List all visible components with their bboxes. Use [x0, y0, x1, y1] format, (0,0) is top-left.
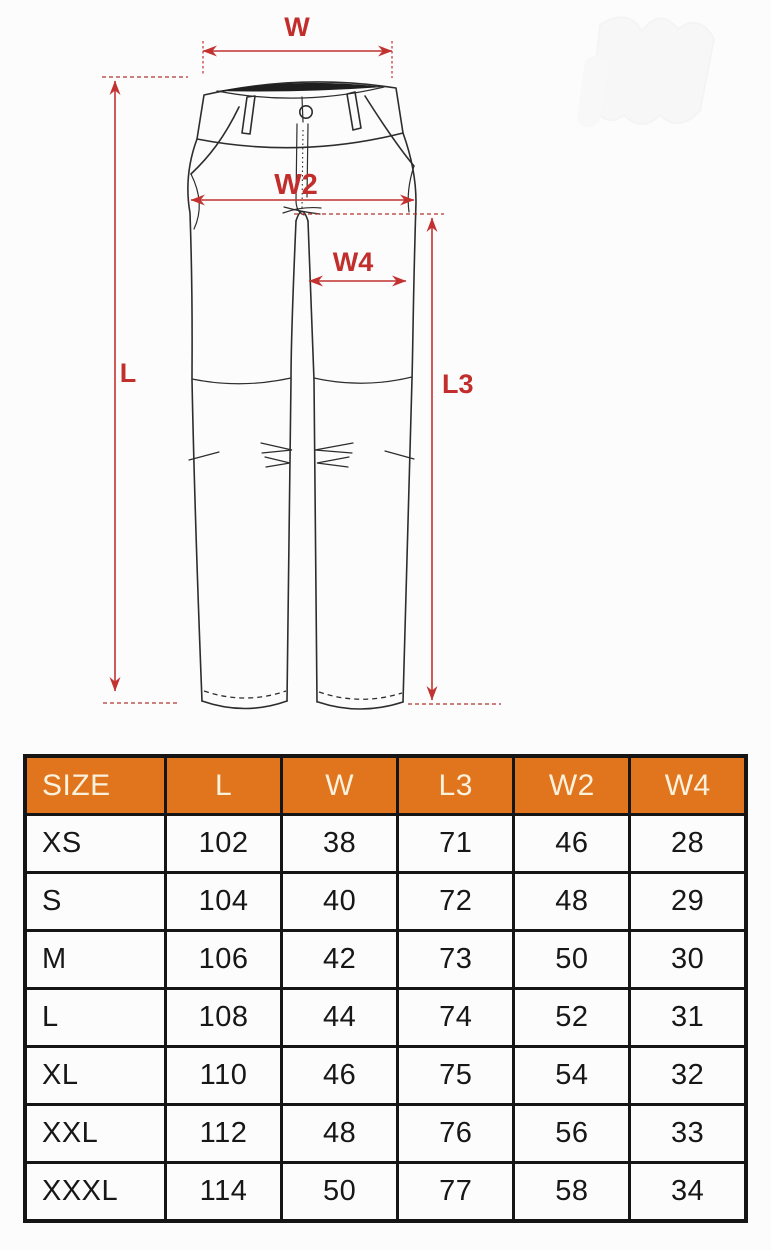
header-cell-w4: W4: [630, 756, 746, 815]
table-row: [25, 1047, 746, 1105]
table-cell: 50: [514, 931, 630, 989]
dimension-label-w4: W4: [332, 247, 374, 277]
header-cell-w: W: [282, 756, 398, 815]
header-cell-l3: L3: [398, 756, 514, 815]
table-cell: 77: [398, 1163, 514, 1222]
table-cell: 32: [630, 1047, 746, 1105]
dimension-label-l: L: [119, 358, 137, 388]
header-cell-w2: W2: [514, 756, 630, 815]
table-cell: 73: [398, 931, 514, 989]
table-cell: 72: [398, 873, 514, 931]
table-cell: 112: [166, 1105, 282, 1163]
table-cell: 31: [630, 989, 746, 1047]
header-cell-size: SIZE: [25, 756, 166, 815]
table-cell: 108: [166, 989, 282, 1047]
table-row: [25, 873, 746, 931]
table-cell: 54: [514, 1047, 630, 1105]
table-cell: 46: [282, 1047, 398, 1105]
table-cell: M: [25, 931, 166, 989]
table-cell: 48: [282, 1105, 398, 1163]
table-cell: 102: [166, 815, 282, 873]
table-row: [25, 931, 746, 989]
table-cell: 40: [282, 873, 398, 931]
table-cell: 106: [166, 931, 282, 989]
table-cell: 110: [166, 1047, 282, 1105]
table-row: [25, 1105, 746, 1163]
dimension-label-l3: L3: [442, 369, 474, 399]
table-cell: XS: [25, 815, 166, 873]
table-cell: 34: [630, 1163, 746, 1222]
table-cell: 56: [514, 1105, 630, 1163]
size-table-header-row: [25, 756, 746, 815]
table-cell: 52: [514, 989, 630, 1047]
header-cell-l: L: [166, 756, 282, 815]
dimension-label-w: W: [284, 12, 310, 42]
table-cell: XXXL: [25, 1163, 166, 1222]
table-row: [25, 815, 746, 873]
table-cell: 48: [514, 873, 630, 931]
table-cell: 38: [282, 815, 398, 873]
table-cell: 42: [282, 931, 398, 989]
table-cell: 71: [398, 815, 514, 873]
table-cell: 50: [282, 1163, 398, 1222]
table-cell: 104: [166, 873, 282, 931]
table-cell: S: [25, 873, 166, 931]
table-cell: 58: [514, 1163, 630, 1222]
table-cell: L: [25, 989, 166, 1047]
dimension-label-w2: W2: [274, 169, 318, 201]
table-cell: 46: [514, 815, 630, 873]
faint-watermark: [577, 17, 714, 127]
table-cell: 76: [398, 1105, 514, 1163]
table-cell: 75: [398, 1047, 514, 1105]
table-cell: 114: [166, 1163, 282, 1222]
table-cell: 29: [630, 873, 746, 931]
size-table: [23, 754, 748, 1223]
table-cell: 30: [630, 931, 746, 989]
table-cell: XL: [25, 1047, 166, 1105]
table-cell: 28: [630, 815, 746, 873]
table-cell: 44: [282, 989, 398, 1047]
table-cell: 33: [630, 1105, 746, 1163]
table-row: [25, 1163, 746, 1222]
table-cell: 74: [398, 989, 514, 1047]
table-cell: XXL: [25, 1105, 166, 1163]
table-row: [25, 989, 746, 1047]
